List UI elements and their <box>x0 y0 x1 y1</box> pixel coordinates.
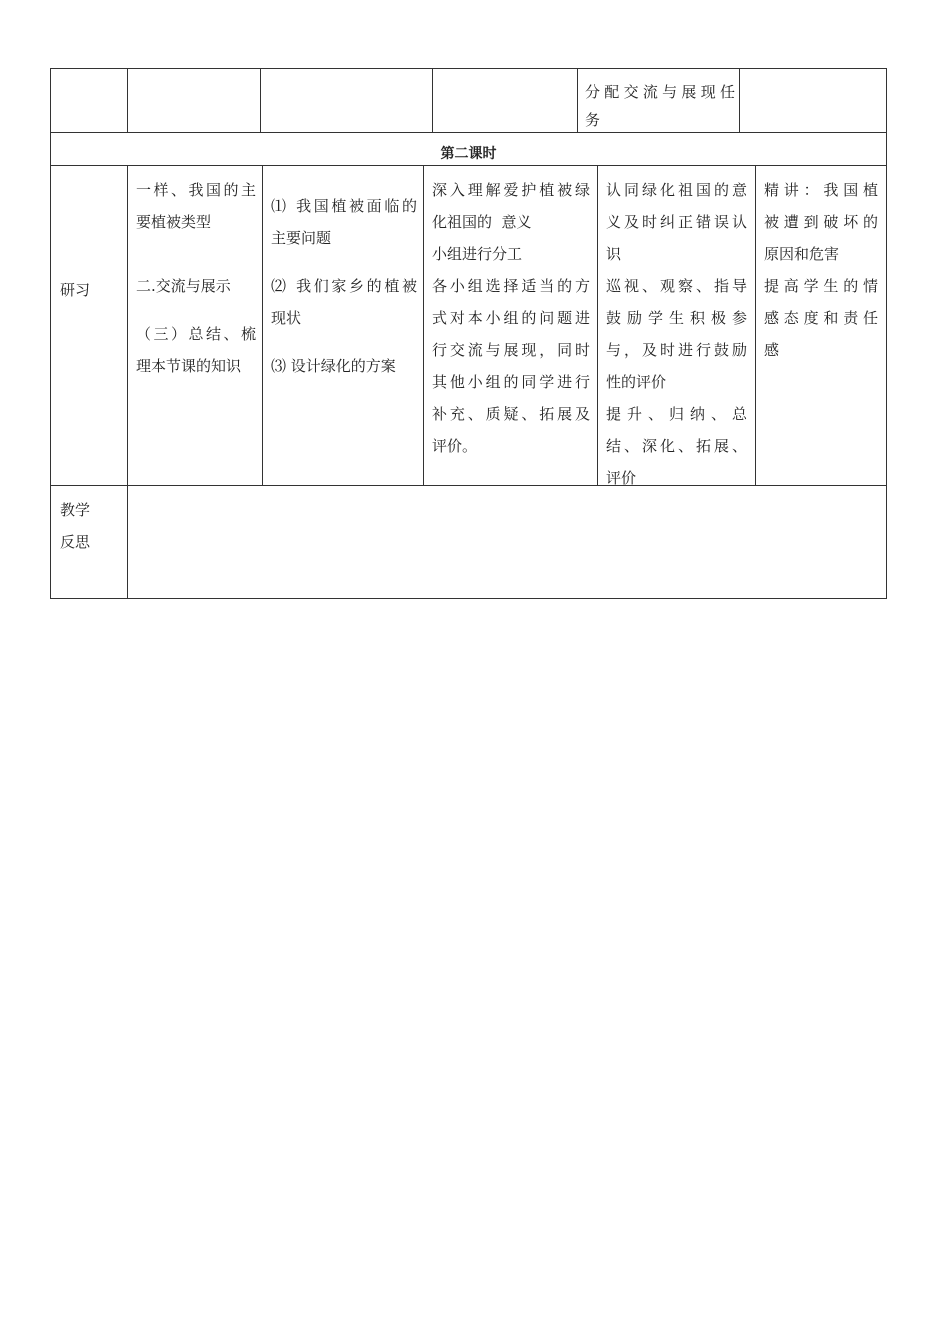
teacher-line: 提升、归纳、总 <box>606 405 747 423</box>
section-header <box>50 142 887 166</box>
teacher-line: 巡视、观察、指导 <box>606 277 747 295</box>
teacher-line: 鼓励学生积极参 <box>606 309 747 327</box>
problem-line: 现状 <box>271 309 302 327</box>
top-row-task-cell <box>585 76 735 136</box>
teacher-line: 结、深化、拓展、 <box>606 437 747 455</box>
teacher-line: 识 <box>606 245 622 263</box>
student-line: 行交流与展现，同时 <box>432 341 590 359</box>
student-line: 评价。 <box>432 437 478 455</box>
stage-label-cell <box>60 274 120 306</box>
student-line: 式对本小组的问题进 <box>432 309 590 327</box>
teacher-line: 评价 <box>606 469 637 487</box>
content-line: 一样、我国的主 <box>136 181 256 199</box>
intent-line: 提高学生的情 <box>764 277 878 295</box>
student-line: 化祖国的 意义 <box>432 213 532 231</box>
intent-line: 感 <box>764 341 780 359</box>
section-title: 第二课时 <box>440 146 497 162</box>
task-line-2: 务 <box>585 111 601 129</box>
intent-line: 被遭到破坏的 <box>764 213 878 231</box>
intent-line: 感态度和责任 <box>764 309 878 327</box>
reflection-label-line-2: 反思 <box>60 533 91 551</box>
content-line: （三）总结、梳 <box>136 325 256 343</box>
teacher-line: 与，及时进行鼓励 <box>606 341 747 359</box>
teacher-line: 义及时纠正错误认 <box>606 213 747 231</box>
teacher-line: 性的评价 <box>606 373 667 391</box>
problem-line: 主要问题 <box>271 229 332 247</box>
problems-cell <box>271 190 417 382</box>
content-line: 二.交流与展示 <box>136 277 231 295</box>
reflection-label-cell <box>60 494 120 558</box>
student-line: 各小组选择适当的方 <box>432 277 590 295</box>
content-cell <box>136 174 256 382</box>
student-activity-cell <box>432 174 590 462</box>
student-line: 小组进行分工 <box>432 245 523 263</box>
design-intent-cell <box>764 174 878 366</box>
content-line: 理本节课的知识 <box>136 357 242 375</box>
student-line: 深入理解爱护植被绿 <box>432 181 590 199</box>
stage-label: 研习 <box>60 281 91 299</box>
task-line-1: 分配交流与展现任 <box>585 83 735 101</box>
reflection-label-line-1: 教学 <box>60 501 91 519</box>
intent-line: 原因和危害 <box>764 245 840 263</box>
teacher-line: 认同绿化祖国的意 <box>606 181 747 199</box>
teacher-activity-cell <box>606 174 747 494</box>
problem-line: ⑵ 我们家乡的植被 <box>271 277 417 295</box>
problem-line: ⑴ 我国植被面临的 <box>271 197 417 215</box>
content-line: 要植被类型 <box>136 213 212 231</box>
intent-line: 精讲：我国植 <box>764 181 878 199</box>
student-line: 其他小组的同学进行 <box>432 373 590 391</box>
problem-line: ⑶ 设计绿化的方案 <box>271 357 396 375</box>
student-line: 补充、质疑、拓展及 <box>432 405 590 423</box>
